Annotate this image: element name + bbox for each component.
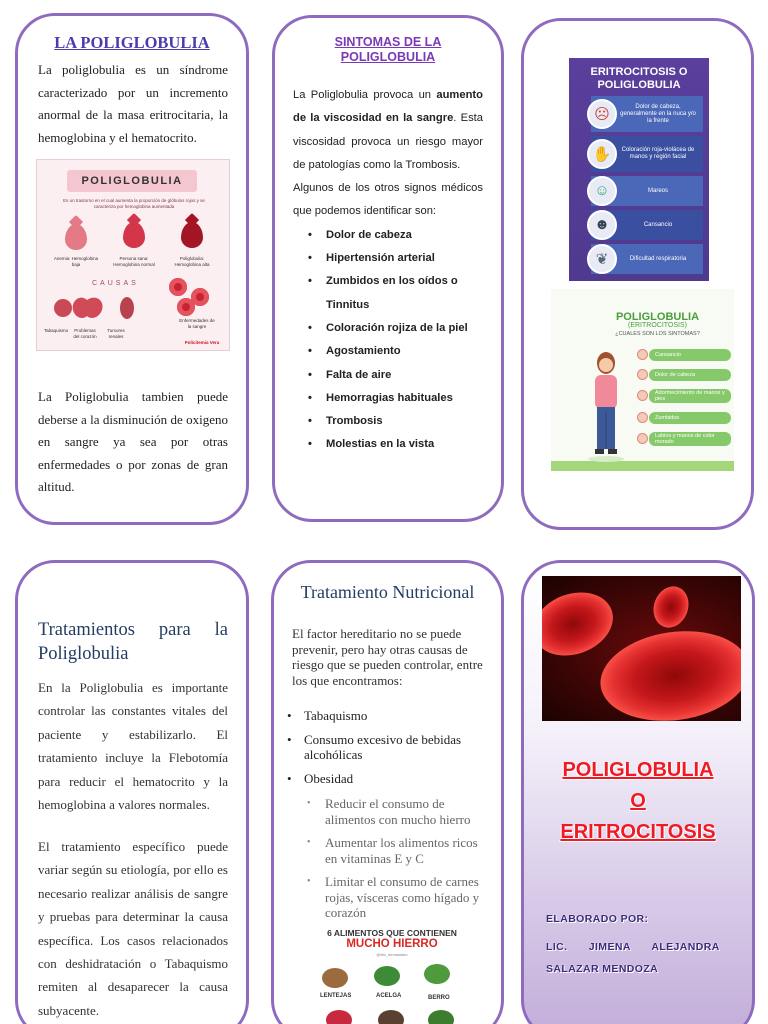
chard-icon xyxy=(374,966,400,986)
panel-symptom-images xyxy=(521,18,754,530)
symptom-icon xyxy=(637,412,648,423)
symptom-row-label: Coloración roja-violácea de manos y región facial xyxy=(621,147,695,160)
definition-paragraph: La poliglobulia es un síndrome caracterizado por un incremento anormal de la masa eritrocitaria, la hemoglobina y el hematocrito. xyxy=(38,62,228,145)
red-blood-cells-image xyxy=(542,576,741,721)
cover-title-line: POLIGLOBULIA xyxy=(562,759,714,781)
blood-cell-icon xyxy=(169,278,187,296)
blood-cell-icon xyxy=(648,581,694,632)
symptom-row-label: Mareos xyxy=(647,187,668,194)
list-item: • Aumentar los alimentos ricos en vitaminas E y C xyxy=(325,835,487,866)
intro-text: La Poliglobulia provoca un xyxy=(293,89,437,101)
drop-caption: Poliglobulia: Hemoglobina alta xyxy=(174,256,210,267)
eritrocitosis-infographic xyxy=(569,58,709,281)
symptoms-infographic xyxy=(551,289,734,471)
panel-treatments xyxy=(15,560,249,1024)
infographic-subtitle: (ERITROCITOSIS) xyxy=(628,322,687,329)
cause-caption: Tabaquismo xyxy=(43,328,69,333)
infographic-banner: POLIGLOBULIA xyxy=(67,170,197,192)
blood-cell-icon xyxy=(595,622,741,721)
infographic-brand: Policitemia Vera xyxy=(184,340,220,345)
symptom-icon xyxy=(637,433,648,444)
list-item: • Molestias en la vista xyxy=(326,433,483,456)
list-item: • Dolor de cabeza xyxy=(326,224,483,247)
list-item: • Agostamiento xyxy=(326,340,483,363)
panel-definition xyxy=(15,13,249,525)
dizzy-icon: ☺ xyxy=(587,176,617,206)
headache-icon: ☹ xyxy=(587,99,617,129)
risk-list xyxy=(304,708,487,794)
foods-heading-highlight: MUCHO HIERRO xyxy=(346,938,438,950)
blood-drop-icon xyxy=(65,224,87,250)
symptoms-intro xyxy=(293,84,483,177)
list-item: • Coloración rojiza de la piel xyxy=(326,317,483,340)
cause-paragraph: La Poliglobulia tambien puede deberse a la disminución de oxigeno en sangre ya sea por otras enfermedades o por zonas de gran altitud. xyxy=(38,389,228,495)
cover-title xyxy=(524,755,752,848)
infographic-title: ERITROCITOSIS O POLIGLOBULIA xyxy=(590,66,688,91)
cause-caption: Enfermedades de la sangre xyxy=(179,318,215,329)
cover-title-line: ERITROCITOSIS xyxy=(560,821,716,843)
list-item: • Trombosis xyxy=(326,410,483,433)
list-item: • Limitar el consumo de carnes rojas, vísceras como hígado y corazón xyxy=(325,874,487,921)
symptom-pill: Adormecimiento de manos y pies xyxy=(649,389,731,403)
list-item: • Zumbidos en los oídos o Tinnitus xyxy=(326,270,483,317)
organs-icon xyxy=(47,290,147,326)
panel-symptoms xyxy=(272,15,504,522)
foods-heading: 6 ALIMENTOS QUE CONTIENEN xyxy=(327,928,457,938)
treatment-paragraph: En la Poliglobulia es importante controlar las constantes vitales del paciente y estabilizarlo. El tratamiento incluye la Flebotomía para reducir el hematocrito y la hemoglobina a valores normales. xyxy=(38,680,228,813)
infographic-question: ¿CUALES SON LOS SINTOMAS? xyxy=(615,331,700,337)
author-name: LIC. JIMENA ALEJANDRA xyxy=(546,941,720,953)
list-item: • Reducir el consumo de alimentos con mucho hierro xyxy=(325,796,487,827)
foods-handle: @tito_demasiado xyxy=(376,952,408,957)
food-icon xyxy=(326,1010,352,1024)
hand-icon: ✋ xyxy=(587,139,617,169)
panel-title: Tratamiento Nutricional xyxy=(300,582,475,602)
lungs-icon: ❦ xyxy=(587,244,617,274)
food-icon xyxy=(378,1010,404,1024)
food-icon xyxy=(428,1010,454,1024)
woman-illustration xyxy=(581,349,631,464)
food-label: LENTEJAS xyxy=(320,993,352,999)
symptoms-list xyxy=(293,224,483,457)
symptoms-intro-2: Algunos de los otros signos médicos que podemos identificar son: xyxy=(293,182,483,218)
list-item: • Tabaquismo xyxy=(304,708,487,724)
author-name: SALAZAR MENDOZA xyxy=(546,963,659,975)
symptom-pill: Dolor de cabeza xyxy=(649,369,731,381)
intro-text: . Esta viscosidad provoca un riesgo mayor de patologías como la Trombosis. xyxy=(293,112,483,171)
blood-drop-icon xyxy=(123,222,145,248)
list-item: • Obesidad xyxy=(304,771,487,787)
blood-cell-icon xyxy=(542,582,622,666)
tips-list xyxy=(325,796,487,929)
symptoms-body xyxy=(293,84,483,457)
list-item: • Hipertensión arterial xyxy=(326,247,483,270)
panel-nutrition xyxy=(271,560,504,1024)
cover-title-line: O xyxy=(630,790,646,812)
list-item: • Consumo excesivo de bebidas alcohólicas xyxy=(304,732,487,763)
credit-label: ELABORADO POR: xyxy=(546,913,649,925)
symptom-pill: Cansancio xyxy=(649,349,731,361)
symptom-icon xyxy=(637,369,648,380)
cause-caption: Tumores renales xyxy=(107,328,125,339)
infographic-title: POLIGLOBULIA xyxy=(615,311,700,323)
symptom-pill: Zumbidos xyxy=(649,412,731,424)
cause-caption: Problemas del corazón xyxy=(73,328,97,339)
blood-drop-icon xyxy=(181,222,203,248)
symptom-icon xyxy=(637,390,648,401)
food-label: ACELGA xyxy=(376,993,402,999)
list-item: • Hemorragias habituales xyxy=(326,387,483,410)
food-label: BERRO xyxy=(428,995,450,1001)
symptom-row-label: Dolor de cabeza, generalmente en la nuca y/o la frente xyxy=(620,103,696,124)
watercress-icon xyxy=(424,964,450,984)
lentils-icon xyxy=(322,968,348,988)
symptom-row-label: Cansancio xyxy=(643,221,673,228)
symptom-icon xyxy=(637,349,648,360)
nutrition-intro: El factor hereditario no se puede prevenir, pero hay otras causas de riesgo que se pueden controlar, entre los que encontramos: xyxy=(292,626,483,688)
panel-title: SINTOMAS DE LA POLIGLOBULIA xyxy=(334,35,442,64)
poliglobulia-infographic xyxy=(36,159,230,351)
panel-cover xyxy=(521,560,755,1024)
tired-icon: ☻ xyxy=(587,210,617,240)
drop-caption: Persona sana: Hemoglobina normal xyxy=(113,256,155,267)
symptom-pill: Labios y manos de color morado xyxy=(649,432,731,446)
panel-title: LA POLIGLOBULIA xyxy=(54,33,210,52)
causes-label: CAUSAS xyxy=(92,280,139,287)
panel-title: Tratamientos para la Poliglobulia xyxy=(38,620,228,664)
blood-cell-icon xyxy=(177,298,195,316)
intro-bold-text: aumento de la viscosidad en la sangre xyxy=(293,89,483,125)
iron-foods-infographic xyxy=(312,928,472,1024)
drop-caption: Anemia: Hemoglobina baja xyxy=(53,256,99,267)
infographic-subtitle: Es un trastorno en el cual aumenta la proporción de glóbulos rojos y se caracteriza por hemoglobina aumentada xyxy=(63,198,205,209)
treatment-paragraph: El tratamiento específico puede variar según su etiología, por ello es necesario realizar análisis de sangre y pruebas para determinar la causa específica. Los casos relacionados con deshidratación o Tabaquismo remiten al desaparecer la causa subyacente. xyxy=(38,839,228,1018)
symptom-row-label: Dificultad respiratoria xyxy=(629,255,687,262)
list-item: • Falta de aire xyxy=(326,364,483,387)
